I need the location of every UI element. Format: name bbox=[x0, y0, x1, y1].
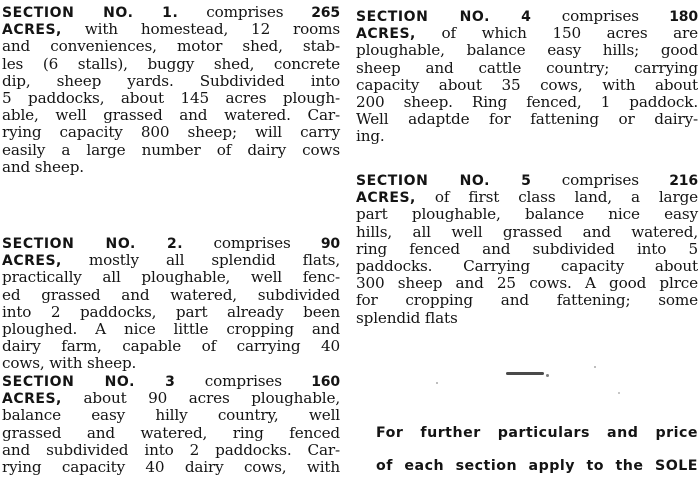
section-5-line-2: part ploughable, balance nice easy bbox=[356, 205, 698, 224]
section-3-comprises: comprises bbox=[204, 372, 282, 390]
section-5-line-3: hills, all well grassed and watered, bbox=[356, 222, 698, 241]
section-4-line-2: ploughable, balance easy hills; good bbox=[356, 41, 698, 60]
section-1-acres-label: ACRES, bbox=[2, 22, 62, 39]
section-3-acres-label: ACRES, bbox=[2, 391, 62, 408]
ink-speck bbox=[618, 392, 620, 394]
section-1-heading: SECTION NO. 1. bbox=[2, 5, 179, 21]
section-3-line-1: ACRES, about 90 acres ploughable, bbox=[2, 389, 340, 408]
section-1-line-2: and conveniences, motor shed, stab- bbox=[2, 37, 340, 56]
section-3-line-4: and subdivided into 2 paddocks. Car- bbox=[2, 440, 340, 459]
section-4-line-4: capacity about 35 cows, with about bbox=[356, 75, 698, 94]
section-3-heading: SECTION NO. 3 bbox=[2, 374, 176, 390]
section-2-comprises: comprises bbox=[213, 234, 291, 252]
section-2-line-1: ACRES, mostly all splendid flats, bbox=[2, 251, 340, 270]
section-2-line-5: ploughed. A nice little cropping and bbox=[2, 319, 340, 338]
ink-speck bbox=[546, 374, 549, 377]
section-2-listing bbox=[2, 235, 340, 373]
footer-line-1: For further particulars and price bbox=[376, 425, 698, 441]
section-2-line-3: ed grassed and watered, subdivided bbox=[2, 285, 340, 304]
section-5-heading: SECTION NO. 5 bbox=[356, 173, 532, 189]
section-5-line-6: 300 sheep and 25 cows. A good plrce bbox=[356, 274, 698, 293]
section-1-line-4: dip, sheep yards. Subdivided into bbox=[2, 71, 340, 90]
section-1-line-7: rying capacity 800 sheep; will carry bbox=[2, 123, 340, 142]
section-4-line-7: ing. bbox=[356, 127, 385, 146]
section-1-listing bbox=[2, 4, 340, 176]
section-5-acres-label: ACRES, bbox=[356, 190, 416, 207]
section-5-line-7: for cropping and fattening; some bbox=[356, 291, 698, 310]
footer-line-2: of each section apply to the SOLE bbox=[376, 458, 698, 474]
section-1-line-1: ACRES, with homestead, 12 rooms bbox=[2, 20, 340, 39]
section-3-acres-count: 160 bbox=[311, 374, 340, 390]
section-1-line-9: and sheep. bbox=[2, 157, 84, 176]
ink-speck bbox=[436, 382, 438, 384]
section-5-line-8: splendid flats bbox=[356, 308, 458, 327]
section-2-line-4: into 2 paddocks, part already been bbox=[2, 302, 340, 321]
section-4-acres-count: 180 bbox=[669, 9, 698, 25]
section-5-line-5: paddocks. Carrying capacity about bbox=[356, 256, 698, 275]
ink-speck bbox=[594, 366, 596, 368]
section-4-line-5: 200 sheep. Ring fenced, 1 paddock. bbox=[356, 92, 698, 111]
section-4-comprises: comprises bbox=[561, 7, 639, 25]
section-2-line-6: dairy farm, capable of carrying 40 bbox=[2, 337, 340, 356]
section-4-heading-line bbox=[356, 8, 698, 25]
section-5-acres-count: 216 bbox=[669, 173, 698, 189]
section-3-heading-line bbox=[2, 373, 340, 390]
section-3-line-5: rying capacity 40 dairy cows, with bbox=[2, 457, 340, 476]
section-4-listing bbox=[356, 8, 698, 146]
section-4-heading: SECTION NO. 4 bbox=[356, 9, 532, 25]
section-2-line-7: cows, with sheep. bbox=[2, 354, 137, 373]
section-3-line-3: grassed and watered, ring fenced bbox=[2, 423, 340, 442]
section-1-line-3: les (6 stalls), buggy shed, concrete bbox=[2, 54, 340, 73]
section-2-line-2: practically all ploughable, well fenc- bbox=[2, 268, 340, 287]
section-1-line-8: easily a large number of dairy cows bbox=[2, 140, 340, 159]
section-4-acres-label: ACRES, bbox=[356, 26, 416, 43]
section-5-line-4: ring fenced and subdivided into 5 bbox=[356, 239, 698, 258]
section-3-line-2: balance easy hilly country, well bbox=[2, 406, 340, 425]
ink-smudge bbox=[506, 372, 544, 375]
section-5-comprises: comprises bbox=[561, 171, 639, 189]
section-4-line-1: ACRES, of which 150 acres are bbox=[356, 24, 698, 43]
section-1-acres-count: 265 bbox=[311, 5, 340, 21]
section-1-comprises: comprises bbox=[206, 3, 284, 21]
section-2-acres-count: 90 bbox=[320, 236, 341, 252]
section-2-heading: SECTION NO. 2. bbox=[2, 236, 184, 252]
section-1-line-6: able, well grassed and watered. Car- bbox=[2, 106, 340, 125]
section-5-listing bbox=[356, 172, 698, 327]
section-2-acres-label: ACRES, bbox=[2, 253, 62, 270]
section-4-line-6: Well adaptde for fattening or dairy- bbox=[356, 110, 698, 129]
section-1-heading-line bbox=[2, 4, 340, 21]
section-3-listing bbox=[2, 373, 340, 476]
section-5-heading-line bbox=[356, 172, 698, 189]
section-4-line-3: sheep and cattle country; carrying bbox=[356, 58, 698, 77]
section-1-line-5: 5 paddocks, about 145 acres plough- bbox=[2, 88, 340, 107]
section-5-line-1: ACRES, of first class land, a large bbox=[356, 188, 698, 207]
section-2-heading-line bbox=[2, 235, 340, 252]
